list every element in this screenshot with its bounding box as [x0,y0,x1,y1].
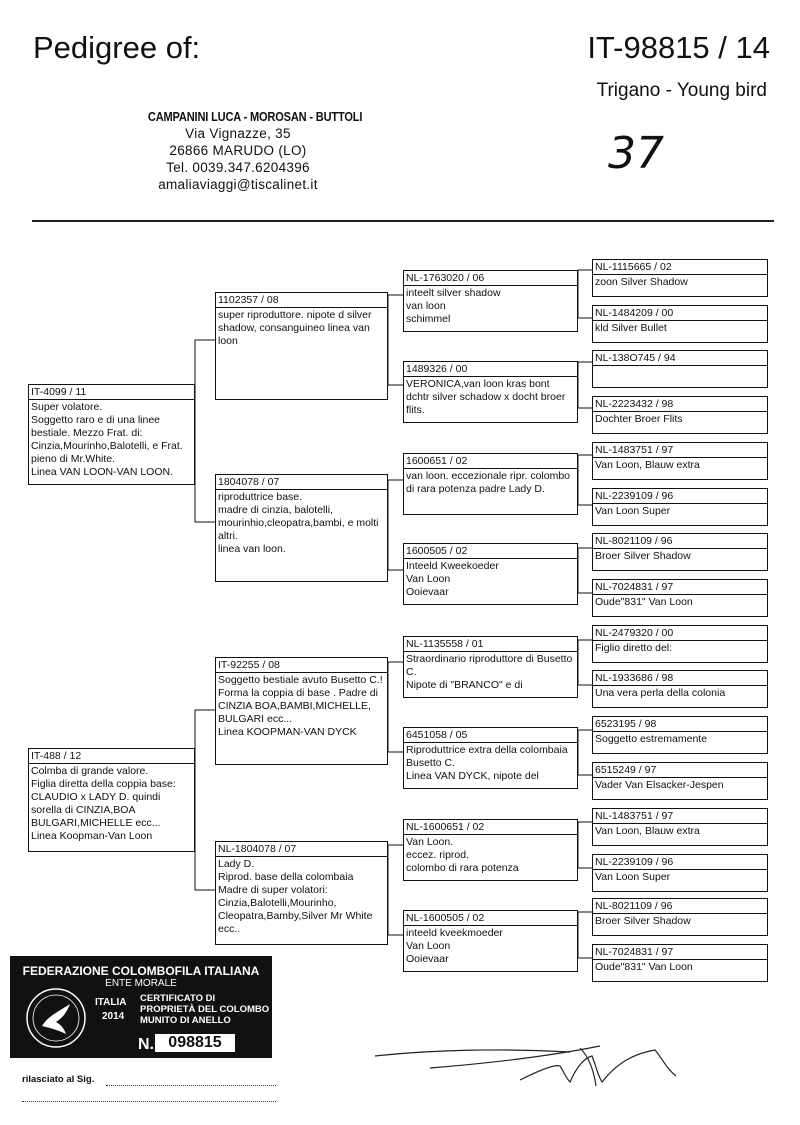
handwritten-number: 37 [608,128,664,179]
ring-number: NL-8021109 / 96 [593,900,767,914]
description: Van Loon, Blauw extra [595,459,700,471]
pedigree-box-gen3 [403,453,578,515]
description: Soggetto bestiale avuto Busetto C.! Forma la coppia di base . Padre di CINZIA BOA,BAMBI,MICHELLE, BULGARI ecc... Linea KOOPMAN-VAN DYCK [218,674,383,738]
description: zoon Silver Shadow [595,276,688,288]
ring-number: NL-1804078 / 07 [216,843,387,857]
pedigree-box-sire-sire [215,292,388,400]
ring-number: NL-1600651 / 02 [404,821,577,835]
ring-number: 1804078 / 07 [216,476,387,490]
pedigree-box-gen3 [403,543,578,605]
ring-number: NL-1933686 / 98 [593,672,767,686]
ring-number: NL-1483751 / 97 [593,810,767,824]
ring-number: 6523195 / 98 [593,718,767,732]
description: kld Silver Bullet [595,322,667,334]
ring-number: 6515249 / 97 [593,764,767,778]
pedigree-box-gen4 [592,396,768,434]
pedigree-box-sire [28,384,195,485]
pedigree-box-gen4 [592,533,768,571]
description: Broer Silver Shadow [595,550,691,562]
pedigree-box-gen3 [403,910,578,972]
pedigree-box-gen4 [592,854,768,892]
ring-number: NL-1600505 / 02 [404,912,577,926]
issued-to-line [106,1085,276,1086]
ring-number: NL-138O745 / 94 [593,352,767,366]
description: inteeld kveekmoeder Van Loon Ooievaar [406,927,503,965]
pedigree-box-gen4 [592,625,768,663]
description: Dochter Broer Flits [595,413,683,425]
pedigree-box-gen4 [592,898,768,936]
description: Oude"831" Van Loon [595,596,693,608]
description: Van Loon Super [595,505,671,517]
description: Oude"831" Van Loon [595,961,693,973]
race-label: Trigano - Young bird [596,80,767,101]
issued-to-line-2 [22,1101,276,1102]
page-title: Pedigree of: [33,30,201,65]
pedigree-box-gen4 [592,808,768,846]
description: Una vera perla della colonia [595,687,726,699]
pedigree-box-gen4 [592,305,768,343]
ring-number: NL-7024831 / 97 [593,581,767,595]
pedigree-box-gen3 [403,270,578,332]
ring-number: NL-8021109 / 96 [593,535,767,549]
pedigree-box-dam-sire [215,657,388,765]
description: Vader Van Elsacker-Jespen [595,779,724,791]
pigeon-seal-icon [24,986,88,1050]
breeder-city: 26866 MARUDO (LO) [169,143,307,158]
ring-number: NL-7024831 / 97 [593,946,767,960]
description: Super volatore. Soggetto raro e di una linee bestiale. Mezzo Frat. di: Cinzia,Mourinho,Balotelli, e Frat. pieno di Mr.White. Linea VAN LOON-VAN LOON. [31,401,183,478]
certificate-country: ITALIA [95,997,127,1008]
ownership-certificate [10,956,272,1058]
pedigree-box-gen4 [592,716,768,754]
signature [370,1028,700,1098]
ring-number: NL-2239109 / 96 [593,490,767,504]
description: VERONICA,van loon kras bont dchtr silver schadow x docht broer flits. [406,378,566,416]
description: riproduttrice base. madre di cinzia, balotelli, mourinhio,cleopatra,bambi, e molti altri. linea van loon. [218,491,379,555]
pedigree-box-gen3 [403,361,578,423]
description: Lady D. Riprod. base della colombaia Madre di super volatori: Cinzia,Balotelli,Mourinho, Cleopatra,Bamby,Silver Mr White ecc.. [218,858,373,935]
ring-number: 6451058 / 05 [404,729,577,743]
breeder-address: Via Vignazze, 35 [185,126,291,141]
issued-to-label: rilasciato al Sig. [22,1074,95,1085]
pigeon-ring-number: IT-98815 / 14 [587,30,770,65]
breeder-name: CAMPANINI LUCA - MOROSAN - BUTTOLI [147,109,363,124]
certificate-text: CERTIFICATO DI PROPRIETÀ DEL COLOMBO MUNITO DI ANELLO [140,993,270,1026]
ring-number: NL-1483751 / 97 [593,444,767,458]
pedigree-box-gen4 [592,944,768,982]
ring-number: IT-92255 / 08 [216,659,387,673]
certificate-org: FEDERAZIONE COLOMBOFILA ITALIANA [22,964,260,978]
ring-number: NL-1763020 / 06 [404,272,577,286]
ring-number: 1489326 / 00 [404,363,577,377]
description: Riproduttrice extra della colombaia Busetto C. Linea VAN DYCK, nipote del [406,744,568,782]
pedigree-box-gen4 [592,442,768,480]
certificate-number: 098815 [155,1034,235,1052]
description: van loon. eccezionale ripr. colombo di rara potenza padre Lady D. [406,470,571,495]
pedigree-box-gen4 [592,762,768,800]
ring-number: NL-1484209 / 00 [593,307,767,321]
ring-number: IT-488 / 12 [29,750,194,764]
ring-number: NL-2239109 / 96 [593,856,767,870]
ring-number: NL-2479320 / 00 [593,627,767,641]
description: Figlio diretto del: [595,642,673,654]
pedigree-box-sire-dam [215,474,388,582]
pedigree-box-gen4 [592,579,768,617]
description: Colmba di grande valore. Figlia diretta della coppia base: CLAUDIO x LADY D. quindi sorella di CINZIA,BOA BULGARI,MICHELLE ecc... Linea Koopman-Van Loon [31,765,176,842]
pedigree-box-gen3 [403,727,578,789]
description: Van Loon, Blauw extra [595,825,700,837]
description: super riproduttore. nipote d silver shadow, consanguineo linea van loon [218,309,372,347]
pedigree-box-gen3 [403,636,578,698]
description: Straordinario riproduttore di Busetto C. Nipote di "BRANCO" e di [406,653,573,691]
ring-number: NL-1135558 / 01 [404,638,577,652]
pedigree-box-gen4 [592,670,768,708]
description: Van Loon Super [595,871,671,883]
ring-number: NL-2223432 / 98 [593,398,767,412]
breeder-email: amaliaviaggi@tiscalinet.it [158,177,318,192]
certificate-year: 2014 [102,1011,125,1022]
pedigree-box-gen4 [592,488,768,526]
pedigree-box-dam [28,748,195,852]
pedigree-box-gen4 [592,350,768,388]
breeder-phone: Tel. 0039.347.6204396 [166,160,310,175]
certificate-number-label: N. [138,1036,154,1053]
description: Van Loon. eccez. riprod. colombo di rara potenza [406,836,519,874]
ring-number: NL-1115665 / 02 [593,261,767,275]
description: inteelt silver shadow van loon schimmel [406,287,501,325]
ring-number: 1600651 / 02 [404,455,577,469]
description: Soggetto estremamente [595,733,708,745]
pedigree-box-gen3 [403,819,578,881]
description: Broer Silver Shadow [595,915,691,927]
ring-number: IT-4099 / 11 [29,386,194,400]
description: Inteeld Kweekoeder Van Loon Ooievaar [406,560,499,598]
ring-number: 1600505 / 02 [404,545,577,559]
pedigree-box-dam-dam [215,841,388,945]
ring-number: 1102357 / 08 [216,294,387,308]
certificate-subtitle: ENTE MORALE [105,978,177,989]
pedigree-box-gen4 [592,259,768,297]
